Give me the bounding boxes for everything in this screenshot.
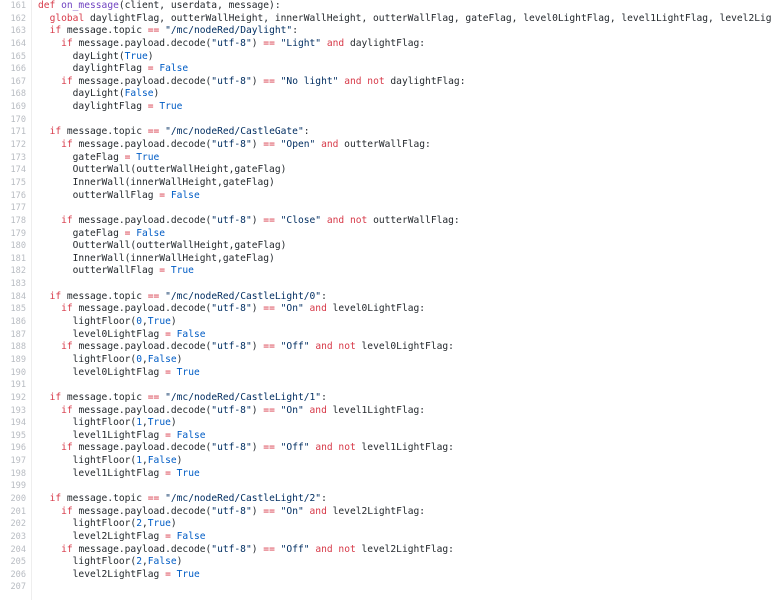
- code-line: [0, 12, 772, 26]
- line-number: 168: [10, 89, 26, 100]
- code-text: daylightFlag = True: [38, 101, 183, 113]
- code-line: [0, 354, 625, 367]
- code-text: InnerWall(innerWallHeight,gateFlag): [38, 176, 275, 188]
- line-number: 188: [10, 342, 26, 353]
- line-number: 189: [10, 354, 26, 365]
- code-text: dayLight(False): [38, 88, 160, 100]
- code-line: [0, 228, 625, 241]
- code-line: [0, 278, 625, 291]
- line-number: 169: [10, 102, 26, 113]
- code-text: if message.payload.decode("utf-8") == "Off" and not level2LightFlag:: [61, 543, 454, 555]
- code-line: [0, 518, 625, 531]
- line-number: 167: [10, 76, 26, 87]
- code-line: [0, 316, 625, 329]
- code-line: [0, 139, 625, 152]
- line-number: 192: [10, 392, 26, 403]
- code-text: level0LightFlag = True: [38, 366, 200, 378]
- code-line: [0, 430, 625, 443]
- code-text: lightFloor(2,True): [38, 518, 177, 530]
- code-text: gateFlag = True: [38, 151, 160, 163]
- code-text: lightFloor(2,False): [38, 556, 183, 568]
- code-line: [0, 25, 625, 38]
- code-text: if message.payload.decode("utf-8") == "Off" and not level1LightFlag:: [61, 442, 454, 454]
- code-text: daylightFlag = False: [38, 63, 189, 75]
- code-line: [0, 215, 625, 228]
- code-line: [0, 569, 625, 582]
- code-text: level0LightFlag = False: [38, 328, 206, 340]
- code-line: [0, 51, 625, 64]
- code-line: [0, 0, 625, 13]
- code-line: [0, 442, 625, 455]
- line-number: 164: [10, 38, 26, 49]
- code-text: if message.payload.decode("utf-8") == "Open" and outterWallFlag:: [61, 139, 431, 151]
- line-number: 179: [10, 228, 26, 239]
- code-line: [0, 63, 625, 76]
- line-number: 197: [10, 456, 26, 467]
- code-line: [0, 101, 625, 114]
- code-line: [0, 417, 625, 430]
- line-number: 190: [10, 367, 26, 378]
- code-line: [0, 190, 625, 203]
- code-text: lightFloor(1,False): [38, 455, 183, 467]
- code-line: [0, 164, 625, 177]
- line-number: 184: [10, 291, 26, 302]
- line-number: 165: [10, 51, 26, 62]
- code-line: [0, 76, 625, 89]
- code-line: [0, 480, 625, 493]
- code-text: if message.payload.decode("utf-8") == "On" and level0LightFlag:: [61, 303, 426, 315]
- line-number: 181: [10, 253, 26, 264]
- line-number: 187: [10, 329, 26, 340]
- code-line: [0, 405, 625, 418]
- line-number: 173: [10, 152, 26, 163]
- code-text: lightFloor(0,True): [38, 316, 177, 328]
- code-line: [0, 341, 625, 354]
- line-number: 191: [10, 380, 26, 391]
- code-text: InnerWall(innerWallHeight,gateFlag): [38, 252, 275, 264]
- code-line: [0, 126, 625, 139]
- code-line: [0, 556, 625, 569]
- line-number: 170: [10, 114, 26, 125]
- line-number: 176: [10, 190, 26, 201]
- code-text: level1LightFlag = True: [38, 467, 200, 479]
- code-text: dayLight(True): [38, 50, 154, 62]
- line-number: 162: [10, 13, 26, 24]
- code-line: [0, 581, 625, 594]
- code-line: [0, 114, 625, 127]
- line-number: 182: [10, 266, 26, 277]
- line-number: 185: [10, 304, 26, 315]
- line-number: 196: [10, 443, 26, 454]
- code-line: [0, 392, 625, 405]
- code-text: level2LightFlag = False: [38, 530, 206, 542]
- code-line: [0, 177, 625, 190]
- code-line: [0, 240, 625, 253]
- line-number: 204: [10, 544, 26, 555]
- code-line: [0, 303, 625, 316]
- code-line: [0, 367, 625, 380]
- code-line: [0, 152, 625, 165]
- line-number: 207: [10, 582, 26, 593]
- line-number: 200: [10, 493, 26, 504]
- code-text: if message.payload.decode("utf-8") == "On" and level1LightFlag:: [61, 404, 426, 416]
- code-text: if message.topic == "/mc/nodeRed/CastleLight/1":: [49, 391, 327, 403]
- code-line: [0, 265, 625, 278]
- line-number: 195: [10, 430, 26, 441]
- code-line: [0, 493, 625, 506]
- code-text: if message.topic == "/mc/nodeRed/CastleLight/2":: [49, 492, 327, 504]
- line-number: 206: [10, 569, 26, 580]
- code-text: outterWallFlag = False: [38, 189, 200, 201]
- code-line: [0, 468, 625, 481]
- code-text: if message.payload.decode("utf-8") == "On" and level2LightFlag:: [61, 505, 426, 517]
- code-line: [0, 506, 625, 519]
- code-text: OutterWall(outterWallHeight,gateFlag): [38, 240, 287, 252]
- code-line: [0, 253, 625, 266]
- code-line: [0, 544, 625, 557]
- code-line: [0, 329, 625, 342]
- code-line: [0, 88, 625, 101]
- code-text: if message.topic == "/mc/nodeRed/CastleLight/0":: [49, 290, 327, 302]
- line-number: 198: [10, 468, 26, 479]
- code-text: if message.payload.decode("utf-8") == "Light" and daylightFlag:: [61, 37, 426, 49]
- line-number: 193: [10, 405, 26, 416]
- code-line: [0, 531, 625, 544]
- line-number: 180: [10, 241, 26, 252]
- code-text: global daylightFlag, outterWallHeight, innerWallHeight, outterWallFlag, gateFlag, level0LightFlag, level1LightFlag, level2Lig: [49, 12, 772, 24]
- line-number: 199: [10, 481, 26, 492]
- code-text: OutterWall(outterWallHeight,gateFlag): [38, 164, 287, 176]
- code-text: lightFloor(1,True): [38, 417, 177, 429]
- line-number: 175: [10, 177, 26, 188]
- code-text: if message.payload.decode("utf-8") == "Off" and not level0LightFlag:: [61, 341, 454, 353]
- line-number: 163: [10, 26, 26, 37]
- line-number: 205: [10, 557, 26, 568]
- code-text: outterWallFlag = True: [38, 265, 194, 277]
- code-text: if message.payload.decode("utf-8") == "No light" and not daylightFlag:: [61, 75, 466, 87]
- line-number: 203: [10, 531, 26, 542]
- code-line: [0, 455, 625, 468]
- line-number: 161: [10, 1, 26, 11]
- line-number: 177: [10, 203, 26, 214]
- line-number: 201: [10, 506, 26, 517]
- code-text: if message.topic == "/mc/nodeRed/Daylight":: [49, 25, 298, 37]
- code-line: [0, 291, 625, 304]
- code-text: gateFlag = False: [38, 227, 166, 239]
- code-text: level1LightFlag = False: [38, 429, 206, 441]
- line-number: 166: [10, 64, 26, 75]
- line-number: 178: [10, 215, 26, 226]
- line-number: 172: [10, 140, 26, 151]
- code-line: [0, 202, 625, 215]
- line-number: 174: [10, 165, 26, 176]
- line-number: 186: [10, 317, 26, 328]
- code-text: level2LightFlag = True: [38, 568, 200, 580]
- code-text: lightFloor(0,False): [38, 353, 183, 365]
- code-text: if message.payload.decode("utf-8") == "Close" and not outterWallFlag:: [61, 214, 460, 226]
- line-number: 194: [10, 418, 26, 429]
- line-number: 171: [10, 127, 26, 138]
- code-line: [0, 38, 625, 51]
- line-number: 202: [10, 519, 26, 530]
- line-number: 183: [10, 279, 26, 290]
- code-text: def on_message(client, userdata, message):: [38, 0, 281, 11]
- code-line: [0, 379, 625, 392]
- code-text: if message.topic == "/mc/nodeRed/CastleGate":: [49, 126, 310, 138]
